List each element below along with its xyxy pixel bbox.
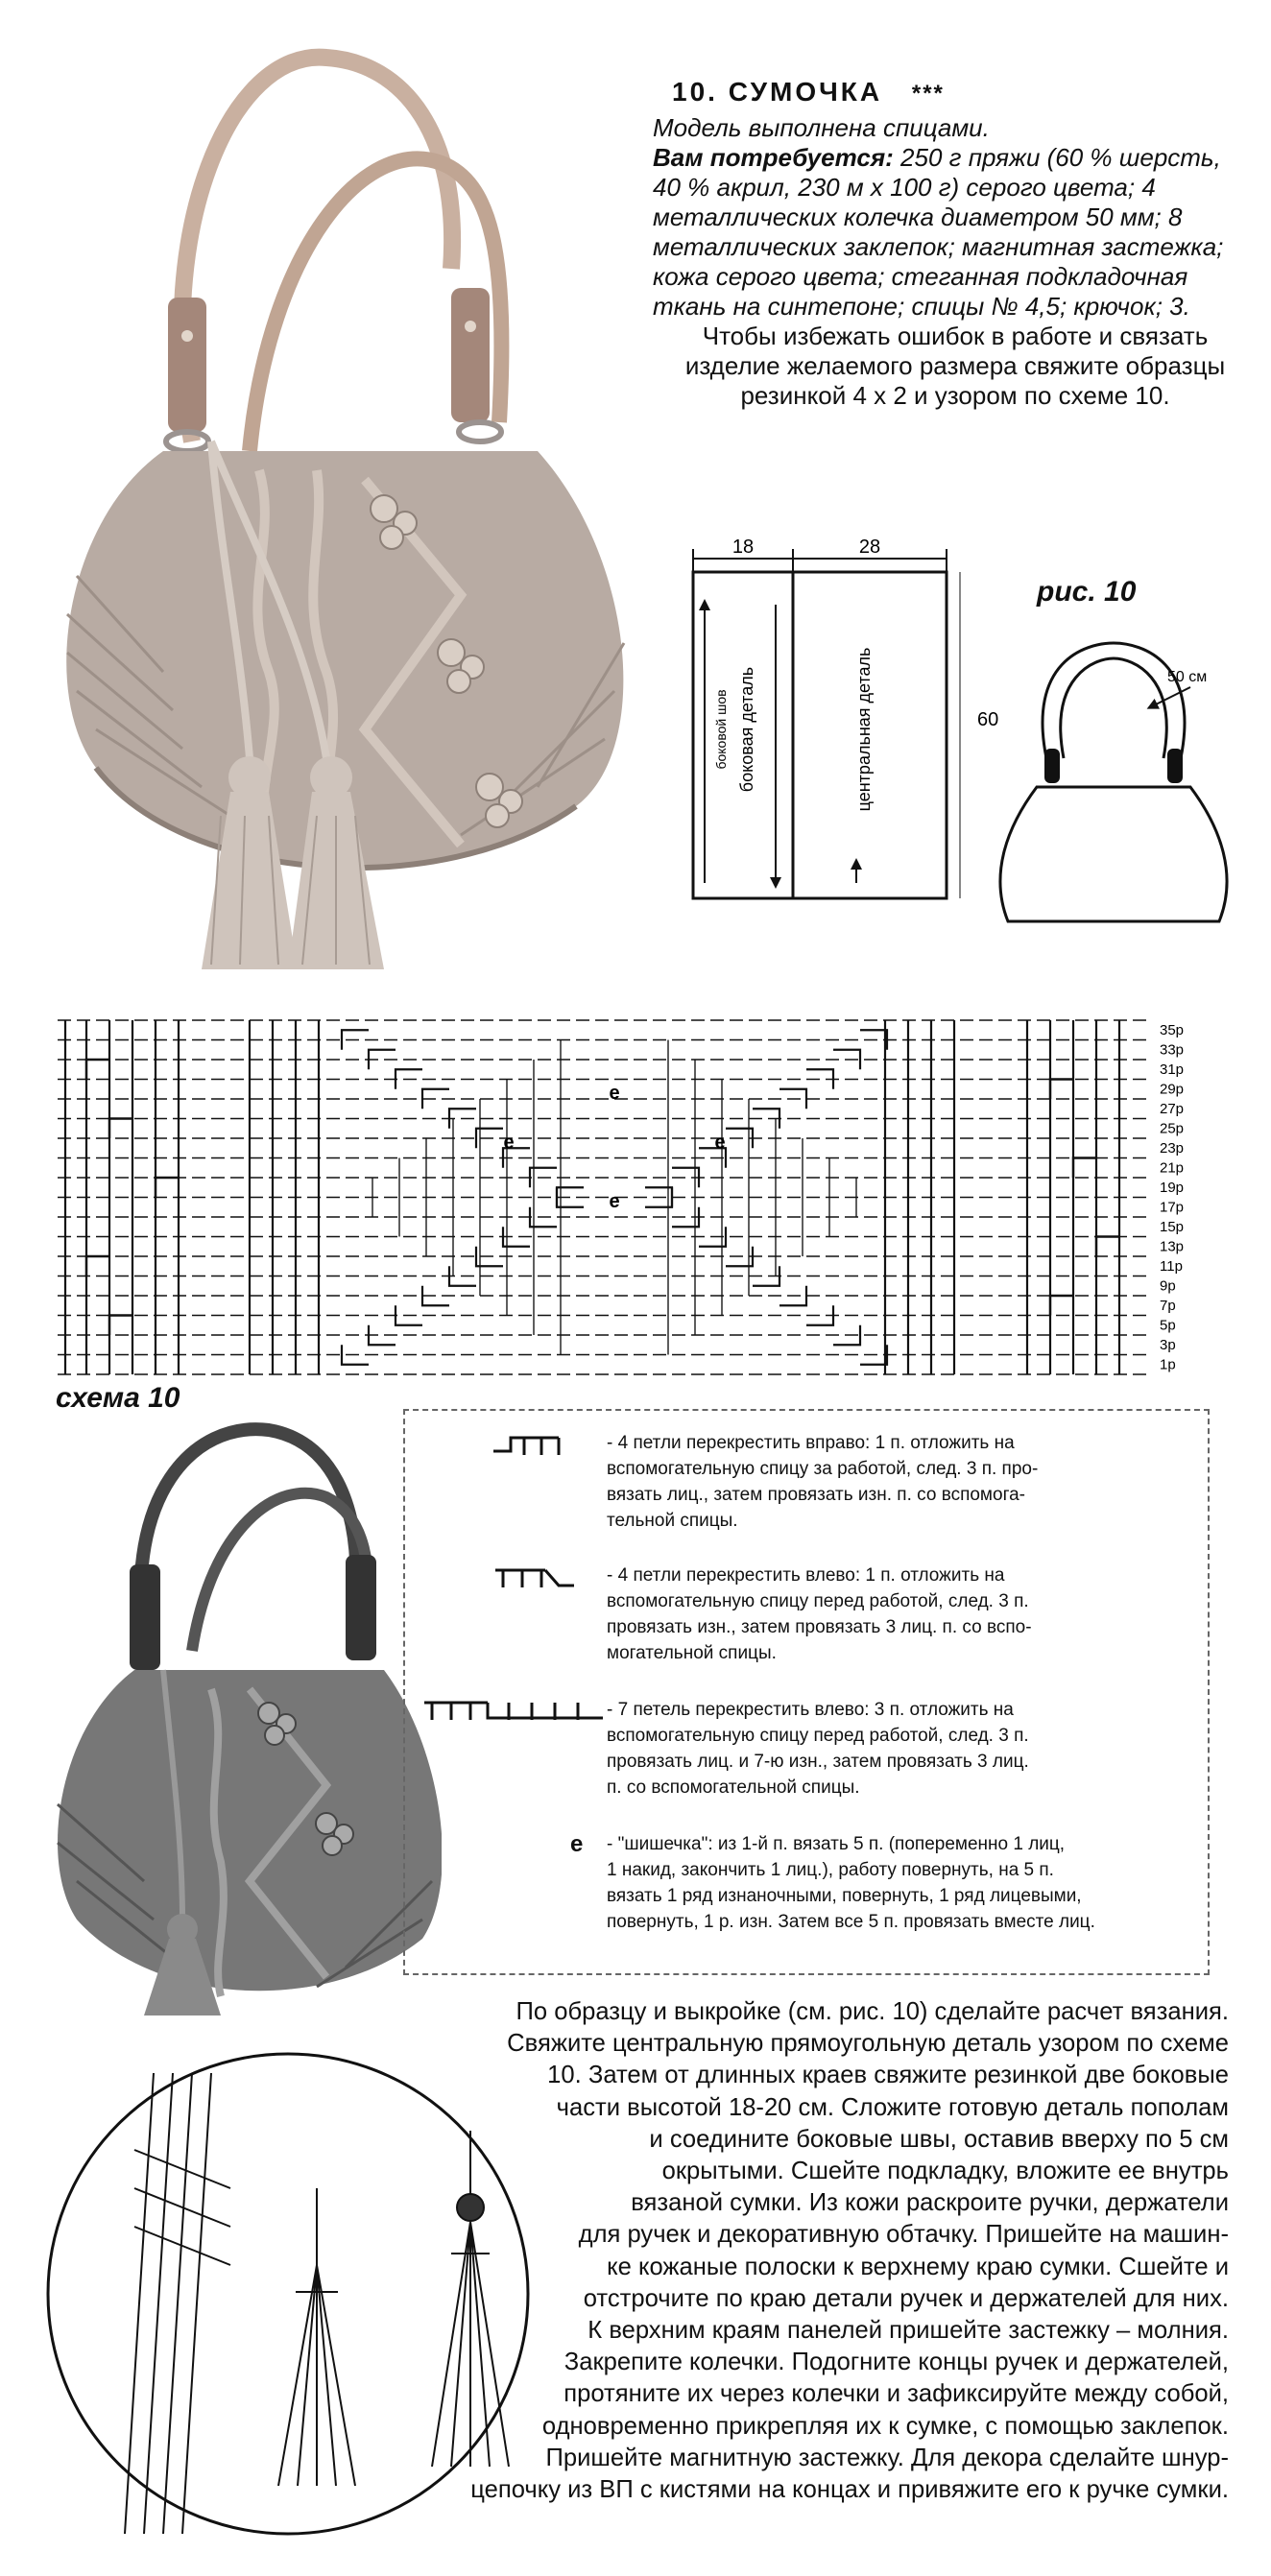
dim-side-width: 18 bbox=[731, 537, 755, 558]
gauge-line-0: Чтобы избежать ошибок в работе и связать bbox=[702, 322, 1209, 350]
materials-label: Вам потребуется: bbox=[653, 143, 894, 172]
chart-row-label: 15р bbox=[1160, 1219, 1185, 1235]
instr-line-12: протяните их через колечки и зафиксируйте между собой, bbox=[564, 2380, 1229, 2408]
chart-bobble: е bbox=[503, 1132, 515, 1154]
chart-bobble: е bbox=[609, 1083, 620, 1104]
intro-materials bbox=[653, 143, 1258, 322]
symbol-cross-left-7 bbox=[420, 1697, 603, 1726]
legend-box bbox=[403, 1409, 1210, 1975]
chart-cable-cross bbox=[1050, 1080, 1073, 1100]
instructions-text bbox=[447, 1996, 1229, 2506]
instr-line-15: цепочку из ВП с кистями на концах и привяжите его к ручке сумки. bbox=[470, 2476, 1229, 2504]
dim-central-width: 28 bbox=[858, 537, 881, 558]
dim-height: 60 bbox=[977, 709, 999, 730]
legend-item-cross-right: - 4 петли перекрестить вправо: 1 п. отложить на вспомогательную спицу за работой, след. 3 п. про- вязать лиц., затем провязать изн. п. со вспомога- тельной спицы. bbox=[607, 1433, 1039, 1531]
figure-caption: рис. 10 bbox=[1037, 576, 1137, 608]
instr-line-3: части высотой 18-20 см. Сложите готовую деталь пополам bbox=[556, 2093, 1229, 2121]
chart-row-label: 35р bbox=[1160, 1022, 1185, 1038]
chart-row-label: 5р bbox=[1160, 1317, 1176, 1334]
materials-line-1: 40 % акрил, 230 м х 100 г) серого цвета; 4 bbox=[653, 173, 1156, 202]
scheme-caption: схема 10 bbox=[56, 1382, 180, 1414]
instr-line-8: ке кожаные полоски к верхнему краю сумки. Сшейте и bbox=[607, 2253, 1229, 2280]
instr-line-9: отстрочите по краю детали ручек и держателей для них. bbox=[583, 2284, 1229, 2312]
chart-bobble: е bbox=[609, 1190, 620, 1212]
difficulty-stars: *** bbox=[911, 81, 945, 107]
chart-row-label: 27р bbox=[1160, 1101, 1185, 1117]
chart-row-label: 17р bbox=[1160, 1199, 1185, 1216]
pattern-diagram bbox=[672, 537, 1018, 921]
instr-line-10: К верхним краям панелей пришейте застежку – молния. bbox=[588, 2317, 1229, 2345]
gauge-note bbox=[653, 322, 1258, 411]
materials-line-0: 250 г пряжи (60 % шерсть, bbox=[900, 143, 1221, 172]
legend-item-cross-left: - 4 петли перекрестить влево: 1 п. отложить на вспомогательную спицу перед работой, след. 3 п. провязать изн., затем провязать 3 лиц. п. со вспо- могательной спицы. bbox=[607, 1565, 1032, 1663]
header-block bbox=[653, 77, 1258, 411]
chart-cable-cross bbox=[86, 1060, 109, 1080]
chart-row-label: 19р bbox=[1160, 1180, 1185, 1196]
symbol-cross-left-4 bbox=[492, 1564, 597, 1593]
label-side-panel: боковая деталь bbox=[737, 666, 756, 793]
materials-line-2: металлических колечка диаметром 50 мм; 8 bbox=[653, 203, 1183, 231]
handle-length-note: 50 см bbox=[1167, 669, 1208, 685]
instr-line-6: вязаной сумки. Из кожи раскроите ручки, держатели bbox=[631, 2189, 1229, 2217]
label-central-panel: центральная деталь bbox=[854, 647, 874, 812]
bag-photo-color bbox=[38, 19, 634, 998]
chart-row-label: 1р bbox=[1160, 1356, 1176, 1373]
materials-line-3: металлических заклепок; магнитная застежка; bbox=[653, 232, 1224, 261]
article-number: 10. bbox=[672, 77, 718, 107]
instr-line-11: Закрепите колечки. Подогните концы ручек и держателей, bbox=[564, 2349, 1229, 2376]
materials-line-4: кожа серого цвета; стеганная подкладочная bbox=[653, 262, 1188, 291]
chart-row-label: 31р bbox=[1160, 1061, 1185, 1078]
symbol-cross-right-4 bbox=[492, 1432, 597, 1461]
chart-cable-cross bbox=[1096, 1237, 1119, 1257]
gauge-line-1: изделие желаемого размера свяжите образцы bbox=[684, 351, 1226, 380]
chart-bobble: е bbox=[714, 1132, 726, 1154]
chart-row-label: 13р bbox=[1160, 1238, 1185, 1255]
instr-line-2: 10. Затем от длинных краев свяжите резинкой две боковые bbox=[547, 2062, 1229, 2089]
materials-line-5: ткань на синтепоне; спицы № 4,5; крючок; 3. bbox=[653, 292, 1190, 321]
chart-row-label: 33р bbox=[1160, 1041, 1185, 1059]
legend-item-cross-left-7: - 7 петель перекрестить влево: 3 п. отложить на вспомогательную спицу перед работой, след. 3 п. провязать лиц. и 7-ю изн., затем провязать 3 лиц. п. со вспомогательной спицы. bbox=[607, 1700, 1029, 1798]
instr-line-4: и соедините боковые швы, оставив вверху по 5 см bbox=[649, 2125, 1229, 2153]
chart-cable-cross bbox=[109, 1119, 132, 1139]
gauge-line-2: резинкой 4 х 2 и узором по схеме 10. bbox=[740, 381, 1170, 410]
chart-cable-cross bbox=[109, 1316, 132, 1336]
chart-cable-cross bbox=[86, 1256, 109, 1276]
article-name: СУМОЧКА bbox=[728, 77, 883, 107]
bag-photo-bw bbox=[38, 1382, 442, 2015]
chart-cable-cross bbox=[1050, 1296, 1073, 1316]
chart-row-label: 11р bbox=[1160, 1258, 1183, 1275]
instr-line-1: Свяжите центральную прямоугольную деталь узором по схеме bbox=[507, 2030, 1229, 2058]
chart-row-label: 23р bbox=[1160, 1140, 1185, 1157]
chart-row-label: 9р bbox=[1160, 1277, 1176, 1295]
instr-line-14: Пришейте магнитную застежку. Для декора сделайте шнур- bbox=[545, 2444, 1229, 2471]
chart-cable-cross bbox=[1073, 1158, 1096, 1179]
instr-line-13: одновременно прикрепляя их к сумке, с помощью заклепок. bbox=[541, 2412, 1229, 2440]
chart-row-label: 7р bbox=[1160, 1298, 1176, 1314]
knitting-chart bbox=[58, 1013, 1200, 1377]
chart-row-label: 29р bbox=[1160, 1081, 1185, 1098]
instr-line-0: По образцу и выкройке (см. рис. 10) сделайте расчет вязания. bbox=[516, 1998, 1229, 2025]
chart-row-label: 3р bbox=[1160, 1337, 1176, 1353]
label-side-seam: боковой шов bbox=[713, 689, 729, 770]
chart-row-label: 25р bbox=[1160, 1120, 1185, 1137]
instr-line-5: окрытыми. Сшейте подкладку, вложите ее внутрь bbox=[661, 2158, 1229, 2185]
bag-outline-figure bbox=[989, 633, 1238, 941]
legend-item-bobble: - "шишечка": из 1-й п. вязать 5 п. (попеременно 1 лиц, 1 накид, закончить 1 лиц.), работу повернуть, на 5 п. вязать 1 ряд изнаночными, повернуть, 1 ряд лицевыми, повернуть, 1 р. изн. Затем все 5 п. провязать вместе лиц. bbox=[607, 1834, 1095, 1932]
article-title bbox=[672, 77, 1258, 107]
symbol-bobble: е bbox=[570, 1831, 584, 1857]
instr-line-7: для ручек и декоративную обтачку. Пришейте на машин- bbox=[578, 2221, 1229, 2249]
chart-cable-cross bbox=[156, 1178, 179, 1198]
intro-model: Модель выполнена спицами. bbox=[653, 113, 990, 142]
chart-row-label: 21р bbox=[1160, 1159, 1185, 1177]
